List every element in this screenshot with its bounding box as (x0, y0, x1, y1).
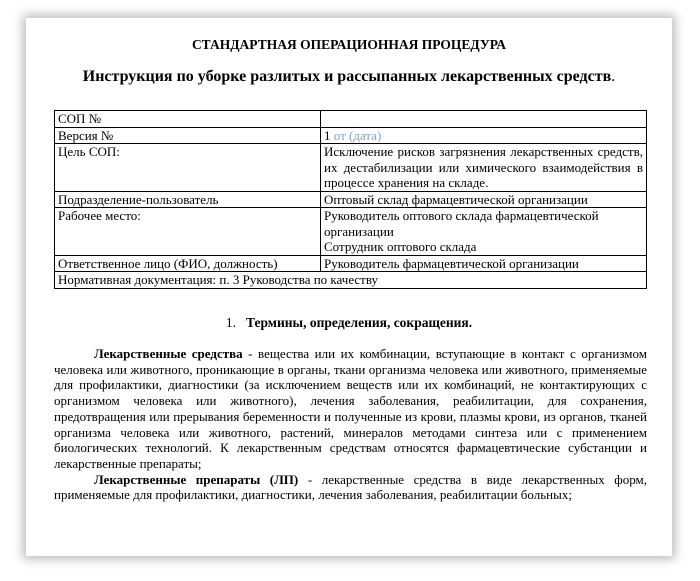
workplace-label: Рабочее место: (55, 208, 321, 256)
table-row (55, 127, 647, 144)
table-row (55, 111, 647, 128)
responsible-value: Руководитель фармацевтической организации (321, 255, 647, 272)
table-row (55, 272, 647, 289)
sop-number-label: СОП № (55, 111, 321, 128)
workplace-value-line1: Руководитель оптового склада фармацевтической организации (324, 208, 599, 239)
version-value (321, 127, 647, 144)
document-page (26, 18, 672, 556)
definition-term: Лекарственные препараты (ЛП) (94, 471, 299, 487)
definition-paragraph (54, 472, 647, 503)
definition-paragraph (54, 346, 647, 472)
section-title: Термины, определения, сокращения. (246, 315, 473, 330)
document-title: СТАНДАРТНАЯ ОПЕРАЦИОННАЯ ПРОЦЕДУРА (191, 37, 507, 52)
table-row (55, 144, 647, 192)
purpose-value: Исключение рисков загрязнения лекарственных средств, их дестабилизации или химического взаимодействия в процессе хранения на складе. (321, 144, 647, 192)
workplace-value (321, 208, 647, 256)
table-row (55, 191, 647, 208)
definition-term: Лекарственные средства (94, 346, 243, 361)
workplace-value-line2: Сотрудник оптового склада (324, 239, 477, 254)
table-row (55, 208, 647, 256)
section-heading (26, 315, 672, 331)
department-label: Подразделение-пользователь (55, 191, 321, 208)
normative-docs: Нормативная документация: п. 3 Руководства по качеству (55, 272, 647, 289)
document-subtitle (26, 68, 672, 86)
document-subtitle-text: Инструкция по уборке разлитых и рассыпанных лекарственных средств (82, 68, 612, 85)
document-subtitle-dot: . (611, 68, 616, 85)
version-number: 1 (324, 127, 331, 143)
responsible-label: Ответственное лицо (ФИО, должность) (55, 255, 321, 272)
sop-info-table (54, 110, 647, 289)
definition-text: - лекарственные средства в виде лекарственных форм, применяемые для профилактики, диагностики, лечения заболевания, реабилитации больных; (54, 471, 647, 503)
definitions-text (54, 346, 647, 503)
sop-number-value (321, 111, 647, 128)
table-row (55, 255, 647, 272)
section-number: 1. (225, 315, 237, 330)
definition-text: - вещества или их комбинации, вступающие в контакт с организмом человека или животного, проникающие в органы, ткани организма человека или животного, применяемые для профилактики, диагностики (за исключением веществ или их комбинаций, не контактирующих с организмом человека или животного), лечения заболевания, реабилитации, для сохранения, предотвращения или прерывания беременности и полученные из крови, плазмы крови, из органов, тканей организма человека или животного, растений, минералов методами синтеза или с применением биологических технологий. К лекарственным средствам относятся фармацевтические субстанции и лекарственные препараты; (54, 346, 647, 471)
version-label: Версия № (55, 127, 321, 144)
purpose-label: Цель СОП: (55, 144, 321, 192)
department-value: Оптовый склад фармацевтической организации (321, 191, 647, 208)
version-date-placeholder: от (дата) (333, 127, 382, 143)
